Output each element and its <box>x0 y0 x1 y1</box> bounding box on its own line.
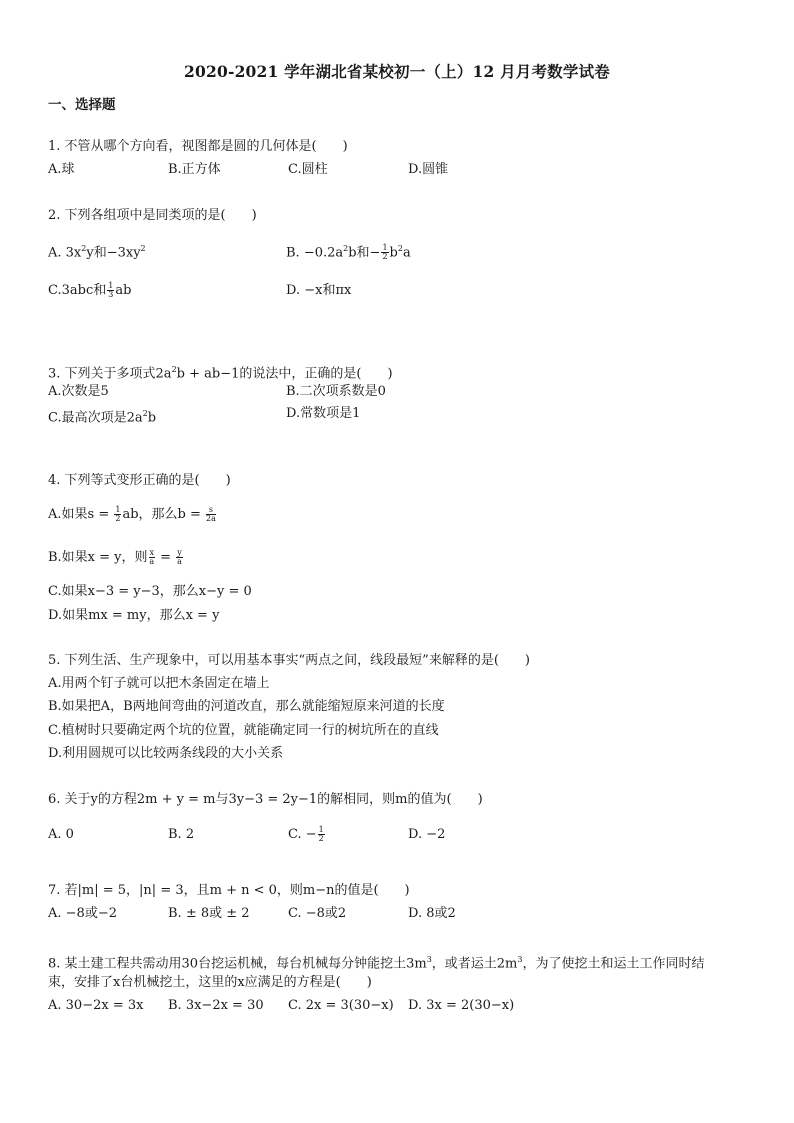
question-4-stem: 4. 下列等式变形正确的是( ) <box>48 473 231 488</box>
question-2-options-row2 <box>48 282 748 304</box>
fraction: $\frac{x}{a}$ <box>149 548 155 566</box>
question-3-option-b[interactable]: B.二次项系数是0 <box>286 384 386 399</box>
question-8-option-b[interactable]: B. 3x−2x = 30 <box>168 998 264 1013</box>
exam-title: 2020-2021 学年湖北省某校初一（上）12 月月考数学试卷 <box>184 62 610 81</box>
fraction: $\frac{s}{2a}$ <box>206 505 216 523</box>
question-8-stem-line1: 8. 某土建工程共需动用30台挖运机械，每台机械每分钟能挖土$3m^3$，或者运土$2m^3$，为了使挖土和运土工作同时结 <box>48 955 705 972</box>
question-3-option-a[interactable]: A.次数是5 <box>48 384 109 399</box>
fraction: $\frac{y}{a}$ <box>177 548 182 566</box>
question-2-stem: 2. 下列各组项中是同类项的是( ) <box>48 208 257 223</box>
question-2-options-row1 <box>48 240 748 262</box>
question-3-option-c[interactable]: C.最高次项是$2a^2b$ <box>48 409 157 426</box>
question-5-option-b[interactable]: B.如果把A，B两地间弯曲的河道改直，那么就能缩短原来河道的长度 <box>48 699 445 714</box>
question-6-option-d[interactable]: D. −2 <box>408 827 446 842</box>
question-2-option-c[interactable]: C.3abc和 $\frac{1}{3}$ ab <box>48 281 132 299</box>
question-7-option-a[interactable]: A. −8或−2 <box>48 906 117 921</box>
question-7-option-d[interactable]: D. 8或2 <box>408 906 456 921</box>
question-2-option-b[interactable]: B. $-0.2a^2b$和− $\frac{1}{2}$ $b^2a$ <box>286 243 411 262</box>
question-6-option-c[interactable]: C. − $\frac{1}{2}$ <box>288 825 324 843</box>
question-8-stem-line2: 束，安排了x台机械挖土，这里的x应满足的方程是( ) <box>48 975 372 990</box>
question-8-options <box>48 997 748 1019</box>
question-1-option-c[interactable]: C.圆柱 <box>288 162 328 177</box>
fraction: $\frac{1}{3}$ <box>108 281 114 299</box>
question-6-option-a[interactable]: A. 0 <box>48 827 74 842</box>
question-5-stem: 5. 下列生活、生产现象中，可以用基本事实“两点之间，线段最短”来解释的是( ) <box>48 653 530 668</box>
question-8-option-a[interactable]: A. 30−2x = 3x <box>48 998 144 1013</box>
question-3-options-row2 <box>48 405 748 427</box>
question-4-option-a[interactable]: A.如果s = $\frac{1}{2}$ ab，那么b = $\frac{s}{2a}$ <box>48 505 216 523</box>
question-5-option-a[interactable]: A.用两个钉子就可以把木条固定在墙上 <box>48 676 270 691</box>
fraction: $\frac{1}{2}$ <box>382 243 388 262</box>
question-3-options-row1 <box>48 383 748 405</box>
question-6-option-b[interactable]: B. 2 <box>168 827 195 842</box>
question-1-stem: 1. 不管从哪个方向看，视图都是圆的几何体是( ) <box>48 139 348 154</box>
question-7-option-b[interactable]: B. ± 8或 ± 2 <box>168 906 250 921</box>
question-4-option-d[interactable]: D.如果mx = my，那么x = y <box>48 608 220 623</box>
question-8-option-d[interactable]: D. 3x = 2(30−x) <box>408 998 515 1013</box>
fraction: $\frac{1}{2}$ <box>318 825 324 843</box>
question-3-stem: 3. 下列关于多项式$2a^2b + ab-1$的说法中，正确的是( ) <box>48 365 393 382</box>
question-5-option-d[interactable]: D.利用圆规可以比较两条线段的大小关系 <box>48 746 284 761</box>
question-1-option-d[interactable]: D.圆锥 <box>408 162 449 177</box>
question-7-stem: 7. 若|m| = 5，|n| = 3，且m + n < 0，则m−n的值是( ) <box>48 883 410 898</box>
question-8-option-c[interactable]: C. 2x = 3(30−x) <box>288 998 394 1013</box>
question-6-stem: 6. 关于y的方程2m + y = m与3y−3 = 2y−1的解相同，则m的值为( ) <box>48 792 483 807</box>
question-7-option-c[interactable]: C. −8或2 <box>288 906 347 921</box>
question-2-option-a[interactable]: A. $3x^2y$和$-3xy^2$ <box>48 244 146 261</box>
question-2-option-d[interactable]: D. −x和πx <box>286 283 352 298</box>
question-7-options <box>48 905 748 927</box>
fraction: $\frac{1}{2}$ <box>115 505 121 523</box>
question-5-option-c[interactable]: C.植树时只要确定两个坑的位置，就能确定同一行的树坑所在的直线 <box>48 723 439 738</box>
question-4-option-c[interactable]: C.如果x−3 = y−3，那么x−y = 0 <box>48 584 252 599</box>
question-4-option-b[interactable]: B.如果x = y，则 $\frac{x}{a}$ = $\frac{y}{a}$ <box>48 548 182 566</box>
question-6-options <box>48 826 748 848</box>
question-1-option-b[interactable]: B.正方体 <box>168 162 221 177</box>
section-heading: 一、选择题 <box>48 97 116 113</box>
question-1-options <box>48 161 748 183</box>
question-3-option-d[interactable]: D.常数项是1 <box>286 406 361 421</box>
question-1-option-a[interactable]: A.球 <box>48 162 75 177</box>
